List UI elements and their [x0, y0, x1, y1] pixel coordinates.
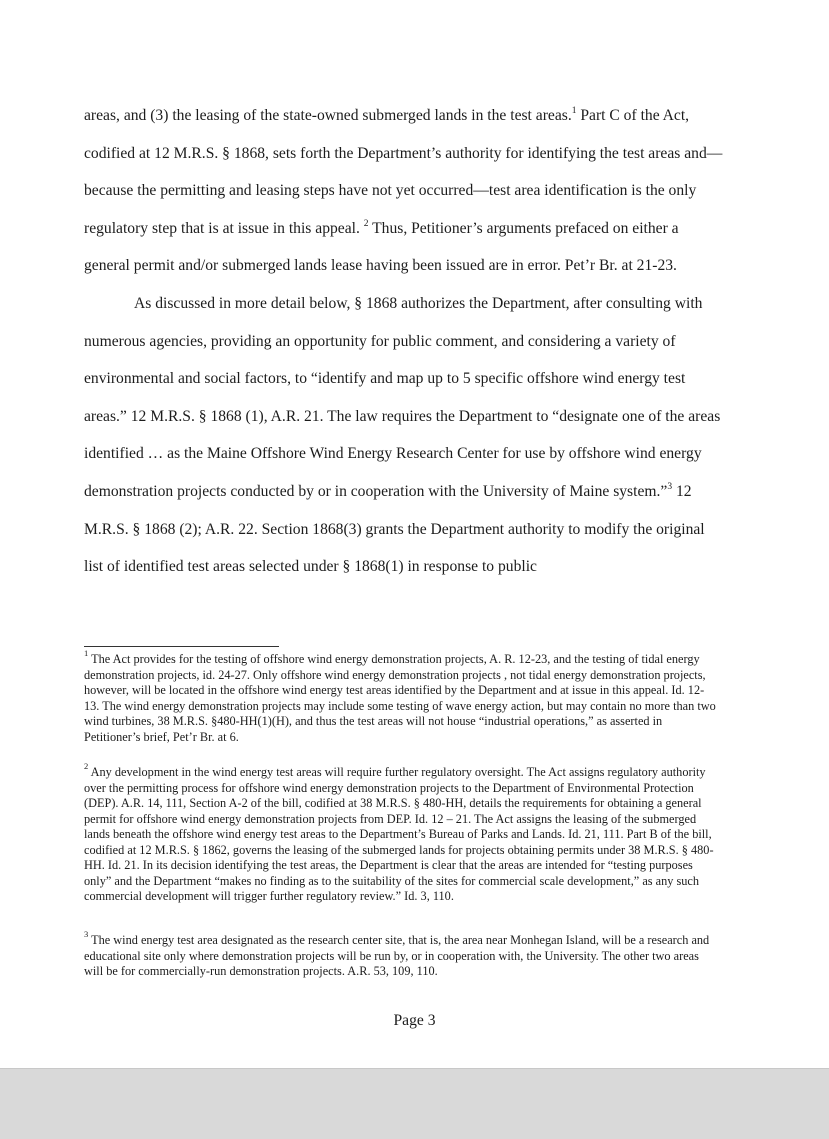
page-number: Page 3: [393, 1012, 436, 1029]
footnote-2-text: Any development in the wind energy test areas will require further regulatory oversight. The Act assigns regulatory authority over the permitting process for offshore wind energy demonstration projects to the Department of Environmental Protection (DEP). A.R. 14, 111, Section A-2 of the bill, codified at 38 M.R.S. § 480-HH, details the requirements for obtaining a general permit for offshore wind energy demonstration projects from DEP. Id. 12 – 21. The Act assigns the leasing of the submerged lands beneath the offshore wind energy test areas to the Department’s Bureau of Parks and Lands. Id. 21, 111. Part B of the bill, codified at 12 M.R.S. § 1862, governs the leasing of the submerged lands for projects obtaining permits under 38 M.R.S. § 480-HH. Id. 21. In its decision identifying the test areas, the Department is clear that the areas are intended for “testing purposes only” and the Department “makes no finding as to the suitability of the sites for commercial scale development,” as any such commercial development will trigger further regulatory review.” Id. 3, 110.: [84, 765, 714, 903]
footnote-ref-1: 1: [571, 105, 577, 116]
paragraph-2-text-b: 12 M.R.S. § 1868 (2); A.R. 22. Section 1868(3) grants the Department authority to modify the original list of identified test areas selected under § 1868(1) in response to public: [84, 482, 705, 576]
paragraph-1-text-b: Part C of the Act, codified at 12 M.R.S. § 1868, sets forth the Department’s authority for identifying the test areas and—because the permitting and leasing steps have not yet occurred—test area identification is the only regulatory step that is at issue in this appeal.: [84, 107, 723, 237]
paragraph-2: [84, 285, 724, 586]
footnote-1-text: The Act provides for the testing of offshore wind energy demonstration projects, A. R. 12-23, and the testing of tidal energy demonstration projects, id. 24-27. Only offshore wind energy demonstration projects , not tidal energy demonstration projects, however, will be located in the offshore wind energy test areas identified by the Department and at issue in this appeal. Id. 12-13. The wind energy demonstration projects may include some testing of wave energy action, but may contain no more than two wind turbines, 38 M.R.S. §480-HH(1)(H), and thus the test areas will not house “industrial operations,” as asserted in Petitioner’s brief, Pet’r Br. at 6.: [84, 652, 716, 744]
footnote-1: [84, 647, 716, 745]
footnote-separator: [84, 646, 279, 647]
footnote-ref-2: 2: [363, 218, 369, 229]
paragraph-2-text-a: As discussed in more detail below, § 1868 authorizes the Department, after consulting with numerous agencies, providing an opportunity for public comment, and considering a variety of environmental and social factors, to “identify and map up to 5 specific offshore wind energy test areas.” 12 M.R.S. § 1868 (1), A.R. 21. The law requires the Department to “designate one of the areas identified … as the Maine Offshore Wind Energy Research Center for use by offshore wind energy demonstration projects conducted by or in cooperation with the University of Maine system.”: [84, 294, 721, 500]
footnote-2: [84, 760, 716, 905]
footnote-3-text: The wind energy test area designated as the research center site, that is, the area near Monhegan Island, will be a research and educational site only where demonstration projects will be run by, or in cooperation with, the University. The other two areas will be for commercially-run demonstration projects. A.R. 53, 109, 110.: [84, 933, 710, 978]
paragraph-1: [84, 97, 724, 285]
footnote-3-mark: 3: [84, 928, 89, 939]
paragraph-1-text-c: Thus, Petitioner’s arguments prefaced on either a general permit and/or submerged lands lease having been issued are in error. Pet’r Br. at 21-23.: [84, 219, 679, 275]
footnote-2-mark: 2: [84, 760, 89, 771]
body-text: [84, 97, 724, 586]
scan-bottom-edge: [0, 1068, 829, 1139]
footnote-ref-3: 3: [667, 481, 673, 492]
footnote-3: [84, 928, 716, 980]
paragraph-1-text-a: areas, and (3) the leasing of the state-owned submerged lands in the test areas.: [84, 107, 572, 124]
footnote-1-mark: 1: [84, 647, 89, 658]
